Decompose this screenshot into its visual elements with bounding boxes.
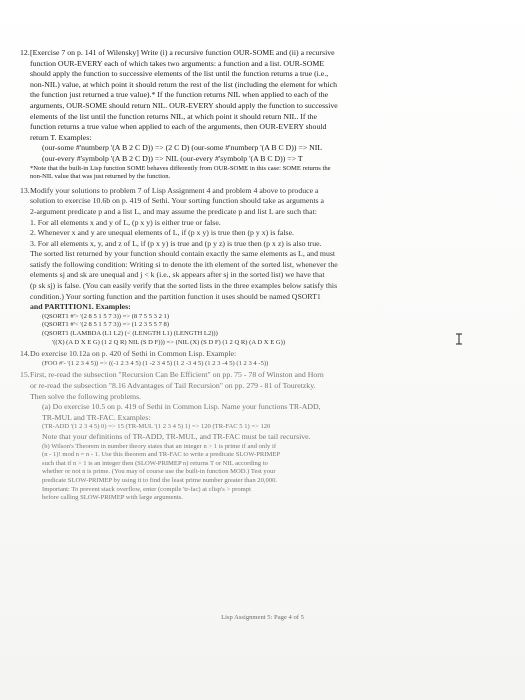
example-line: (TR-ADD '(1 2 3 4 5) 0) => 15 (TR-MUL '(1 2 3 4 5) 1) => 120 (TR-FAC 5 1) => 120	[42, 423, 271, 431]
text-line: elements of the list until the function returns NIL, at which point it should return NIL. If the	[30, 111, 317, 121]
text-line: whether or not n is prime. (You may of course use the built-in function MOD.) Test your	[42, 468, 276, 476]
text-line: Important: To prevent stack overflow, enter (compile 'tr-fac) at clisp's > prompt	[42, 485, 251, 493]
text-line: 1. For all elements x and y of L, (p x y) is either true or false.	[30, 217, 221, 227]
example-line: '((X) (A D X E G) (1 2 Q R) NIL (S D F))) => (NIL (X) (S D F) (1 2 Q R) (A D X E G))	[52, 338, 286, 346]
footnote-line: non-NIL value that was just returned by the function.	[30, 173, 171, 181]
text-line: (p sk sj) is false. (You can easily verify that the sorted lists in the three examples below satisfy this	[30, 281, 338, 291]
example-line: (QSORT1 #'< '(2 8 5 1 5 7 3)) => (1 2 3 5 5 7 8)	[42, 321, 170, 329]
page-footer: Lisp Assignment 5: Page 4 of 5	[221, 614, 304, 621]
text-line: satisfy the following condition: Writing si to denote the ith element of the sorted list, whenever the	[30, 259, 338, 269]
page-content	[20, 48, 515, 503]
text-line: the function just returned a true value).* If the function returns NIL when applied to each of the	[30, 90, 329, 100]
text-line: predicate SLOW-PRIMEP by using it to find the least prime number greater than 20,000.	[42, 476, 278, 484]
text-line: function returns a true value when applied to each of the arguments, then OUR-EVERY should	[30, 122, 327, 132]
text-line: Then solve the following problems.	[30, 391, 142, 401]
text-line: Do exercise 10.12a on p. 420 of Sethi in Common Lisp. Example:	[30, 349, 237, 359]
text-line: (b) Wilson's Theorem in number theory states that an integer n > 1 is prime if and only if	[42, 442, 277, 450]
text-line: Note that your definitions of TR-ADD, TR-MUL, and TR-FAC must be tail recursive.	[42, 431, 311, 441]
text-line: arguments, OUR-SOME should return NIL. OUR-EVERY should apply the function to successive	[30, 100, 338, 110]
text-line: elements sj and sk are unequal and j < k (i.e., sk appears after sj in the sorted list) we have that	[30, 270, 325, 280]
exercise-15	[20, 370, 515, 502]
text-line: 2. Whenever x and y are unequal elements of L, if (p x y) is true then (p y x) is false.	[30, 228, 294, 238]
text-line: Modify your solutions to problem 7 of Lisp Assignment 4 and problem 4 above to produce a	[30, 185, 319, 195]
text-line: solution to exercise 10.6b on p. 419 of Sethi. Your sorting function should take as arguments a	[30, 196, 324, 206]
text-line: non-NIL) value, at which point it should return the rest of the list (including the element for which	[30, 79, 338, 89]
text-line: (a) Do exercise 10.5 on p. 419 of Sethi in Common Lisp. Name your functions TR-ADD,	[42, 402, 321, 412]
text-line: return T. Examples:	[30, 132, 92, 142]
text-line: First, re-read the subsection "Recursion Can Be Efficient" on pp. 75 - 78 of Winston and Horn	[30, 370, 324, 380]
text-line: before calling SLOW-PRIMEP with large arguments.	[42, 494, 183, 502]
exercise-12	[20, 48, 515, 182]
text-line: 2-argument predicate p and a list L, and may assume the predicate p and list L are such that:	[30, 206, 317, 216]
exercise-number: 12.	[20, 48, 30, 57]
example-line: (QSORT1 #'> '(2 8 5 1 5 7 3)) => (8 7 5 5 3 2 1)	[42, 312, 170, 320]
text-line: such that if n > 1 is an integer then (SLOW-PRIMEP n) returns T or NIL according to	[42, 459, 268, 467]
text-line: function OUR-EVERY each of which takes two arguments: a function and a list. OUR-SOME	[30, 58, 325, 68]
exercise-number: 15.	[20, 370, 30, 380]
text-line: condition.) Your sorting function and the partition function it uses should be named QSORT1	[30, 291, 321, 301]
example-line: (QSORT1 (LAMBDA (L1 L2) (< (LENGTH L1) (LENGTH L2)))	[42, 330, 218, 338]
exercise-number: 14.	[20, 349, 30, 359]
example-line: (our-every #'symbolp '(A B 2 C D)) => NIL (our-every #'symbolp '(A B C D)) => T	[42, 153, 303, 163]
text-line: TR-MUL and TR-FAC. Examples:	[42, 412, 151, 422]
text-cursor-icon	[455, 333, 463, 345]
text-line: (n - 1)! mod n = n - 1. Use this theorem and TR-FAC to write a predicate SLOW-PRIMEP	[42, 451, 281, 459]
text-line: should apply the function to successive elements of the list until the function returns a true (i.e.,	[30, 69, 329, 79]
example-line: (our-some #'numberp '(A B 2 C D)) => (2 C D) (our-some #'numberp '(A B C D)) => NIL	[42, 143, 323, 153]
text-line: The sorted list returned by your function should contain exactly the same elements as L, and must	[30, 249, 336, 259]
footnote-line: *Note that the built-in Lisp function SOME behaves differently from OUR-SOME in this case: SOME returns the	[30, 164, 331, 172]
text-line: and PARTITION1. Examples:	[30, 302, 131, 312]
exercise-14	[20, 349, 515, 368]
exercise-number: 13.	[20, 185, 30, 195]
text-line: or re-read the subsection "8.16 Advantages of Tail Recursion" on pp. 279 - 81 of Touretzky.	[30, 381, 316, 390]
text-line: 3. For all elements x, y, and z of L, if (p x y) is true and (p y z) is true then (p x z) is also true.	[30, 238, 322, 248]
text-line: [Exercise 7 on p. 141 of Wilensky] Write (i) a recursive function OUR-SOME and (ii) a recursive	[30, 48, 335, 57]
exercise-13	[20, 186, 515, 348]
example-line: (FOO #'- '(1 2 3 4 5)) => ((-1 2 3 4 5) (1 -2 3 4 5) (1 2 -3 4 5) (1 2 3 -4 5) (1 2 3 4 -5))	[42, 359, 269, 367]
